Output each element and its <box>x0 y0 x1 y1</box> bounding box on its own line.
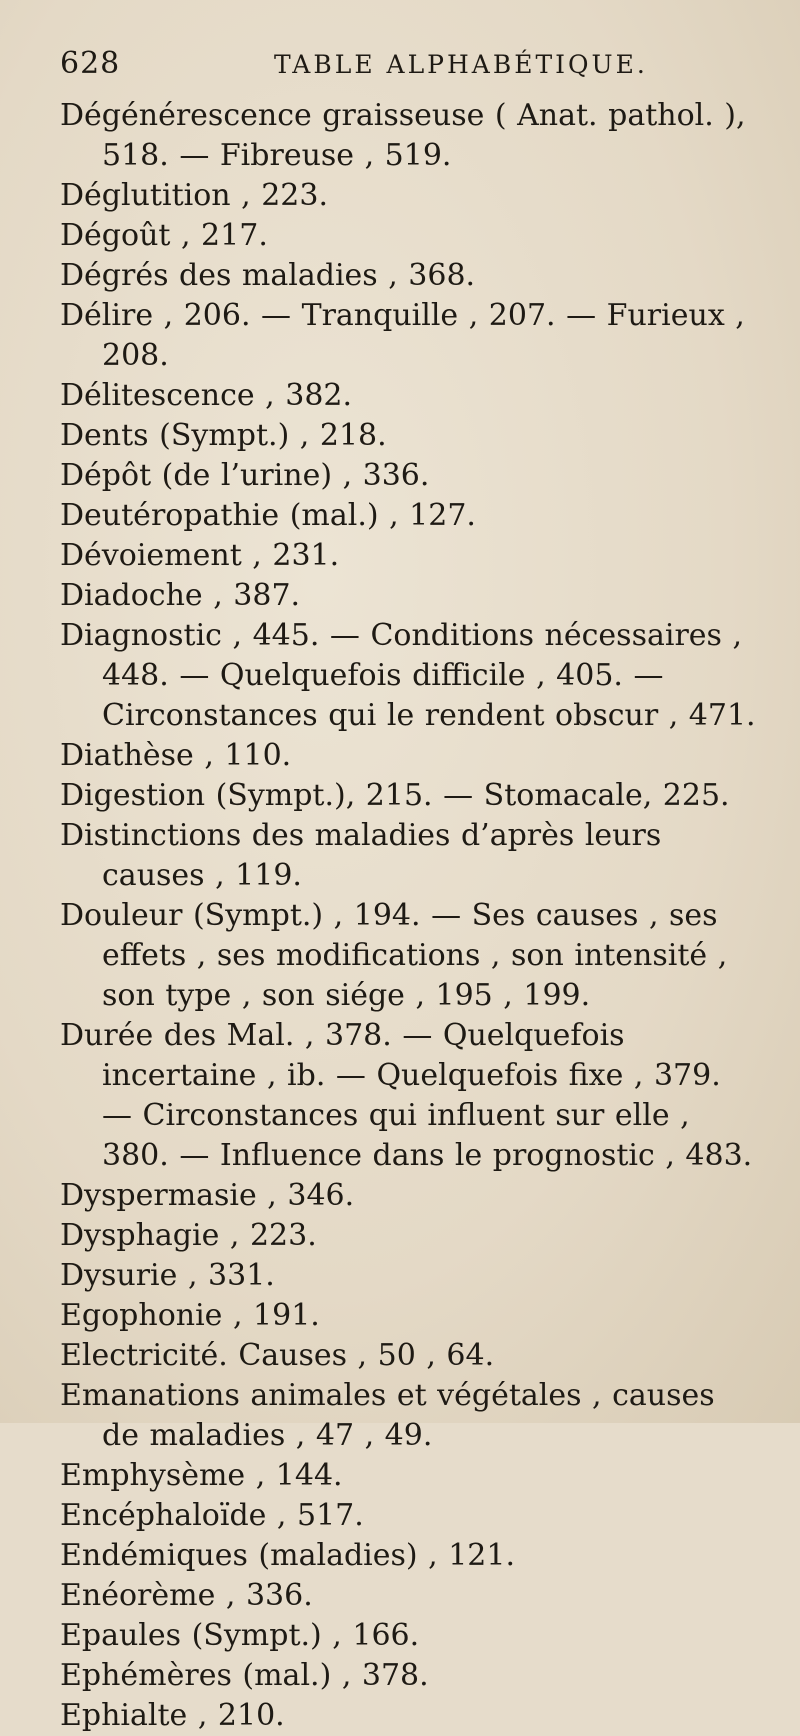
index-entry: Distinctions des maladies d’après leurs causes , 119. <box>60 818 662 893</box>
index-entry: Endémiques (maladies) , 121. <box>60 1538 516 1573</box>
index-entry: Délire , 206. — Tranquille , 207. — Furieux , 208. <box>60 298 745 373</box>
index-entry: Déglutition , 223. <box>60 178 329 213</box>
page-number: 628 <box>60 46 121 81</box>
index-entry: Dégénérescence graisseuse ( Anat. pathol. ), 518. — Fibreuse , 519. <box>60 98 746 173</box>
index-entry: Diadoche , 387. <box>60 578 301 613</box>
index-entry: Epaules (Sympt.) , 166. <box>60 1618 420 1653</box>
index-entry: Dégoût , 217. <box>60 218 268 253</box>
index-entry: Diathèse , 110. <box>60 738 292 773</box>
index-entry: Emanations animales et végétales , causes de maladies , 47 , 49. <box>60 1378 715 1453</box>
index-entry: Diagnostic , 445. — Conditions nécessaires , 448. — Quelquefois difficile , 405. — Circonstances qui le rendent obscur , 471. <box>60 618 756 733</box>
index-entry: Dégrés des maladies , 368. <box>60 258 476 293</box>
index-entry: Deutéropathie (mal.) , 127. <box>60 498 476 533</box>
index-entry: Douleur (Sympt.) , 194. — Ses causes , ses effets , ses modifications , son intensité , son type , son siége , 195 , 199. <box>60 898 728 1013</box>
index-entry: Egophonie , 191. <box>60 1298 320 1333</box>
index-entry: Dévoiement , 231. <box>60 538 340 573</box>
index-entry: Encéphaloïde , 517. <box>60 1498 364 1533</box>
running-title: TABLE ALPHABÉTIQUE. <box>274 50 648 79</box>
index-entry: Emphysème , 144. <box>60 1458 343 1493</box>
index-entry: Dépôt (de l’urine) , 336. <box>60 458 430 493</box>
index-entry: Délitescence , 382. <box>60 378 353 413</box>
index-entry: Enéorème , 336. <box>60 1578 313 1613</box>
index-entry: Durée des Mal. , 378. — Quelquefois incertaine , ib. — Quelquefois fixe , 379. — Circonstances qui influent sur elle , 380. — Influence dans le prognostic , 483. <box>60 1018 753 1173</box>
index-entry: Dyspermasie , 346. <box>60 1178 355 1213</box>
index-entry: Ephialte , 210. <box>60 1698 285 1733</box>
index-entry: Dents (Sympt.) , 218. <box>60 418 387 453</box>
page-header <box>60 46 740 86</box>
index-entry: Dysphagie , 223. <box>60 1218 317 1253</box>
index-entry: Digestion (Sympt.), 215. — Stomacale, 225. <box>60 778 730 813</box>
index-entry: Electricité. Causes , 50 , 64. <box>60 1338 495 1373</box>
index-entry: Ephémères (mal.) , 378. <box>60 1658 429 1693</box>
index-entries <box>60 96 756 1736</box>
index-entry: Dysurie , 331. <box>60 1258 275 1293</box>
